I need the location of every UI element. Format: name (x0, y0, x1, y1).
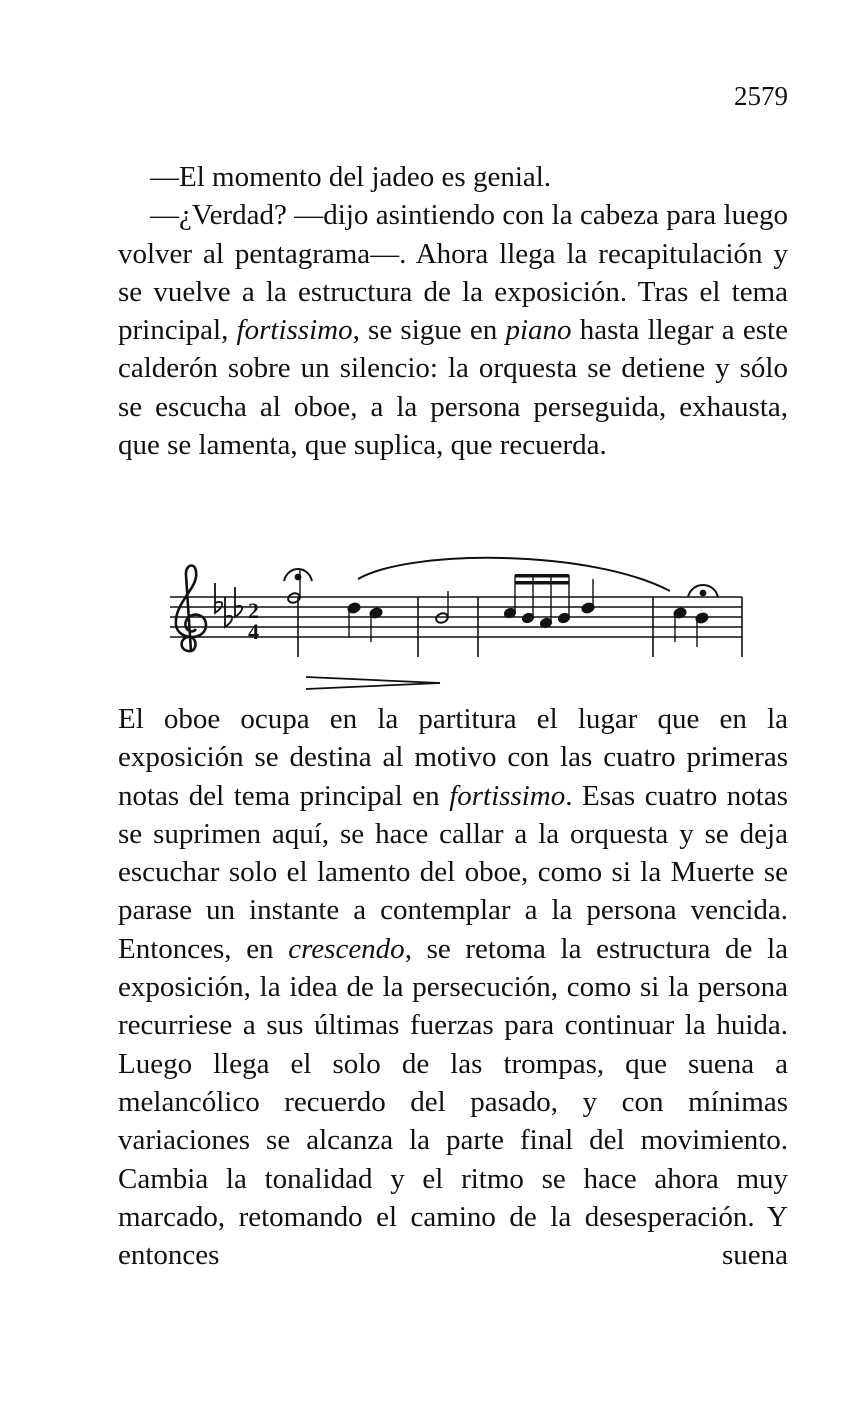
text-span: El oboe ocupa en la partitura el lugar que en la exposición se destina al motivo con las cuatro primeras notas del tema principal en (118, 703, 788, 812)
text-span: —¿Verdad? —dijo asintiendo con la cabeza para luego volver al pentagrama—. Ahora llega la recapitulación y se vuelve a la estructura de la exposición. Tras el tema principal, (118, 199, 788, 347)
paragraph-dialogue-1 (118, 158, 788, 196)
text-block-bottom (118, 700, 788, 1274)
text-span: . Esas cuatro notas se suprimen aquí, se hace callar a la orquesta y se deja escuchar solo el lamento del oboe, como si la Muerte se parase un instante a contemplar a la persona vencida. Entonces, en (118, 779, 788, 965)
text-span: hasta llegar a este calderón sobre un silencio: la orquesta se detiene y sólo se escucha al oboe, a la persona perseguida, exhausta, que se lamenta, que suplica, que recuerda. (118, 314, 788, 462)
italic-term: piano (505, 314, 572, 347)
measure-2-notes (347, 602, 383, 642)
text-span: , se sigue en (352, 314, 506, 347)
time-signature-top: 2 (248, 598, 259, 623)
paragraph-dialogue-2 (118, 196, 788, 464)
text-span: , se retoma la estructura de la exposición, la idea de la persecución, como si la persona recurriese a sus últimas fuerzas para continuar la huida. Luego llega el solo de las trompas, que suena a melancólico recuerdo del pasado, y con mínimas variaciones se alcanza la parte final del movimiento. Cambia la tonalidad y el ritmo se hace ahora muy marcado, retomando el camino de la desesperación. Y entonces suena (118, 932, 788, 1272)
decrescendo-hairpin-icon (306, 677, 440, 689)
measure-4-notes (503, 574, 595, 629)
italic-term: fortissimo (236, 314, 353, 347)
paragraph-main (118, 700, 788, 1274)
note-half (287, 592, 301, 605)
fermata-icon (688, 585, 718, 597)
italic-term: fortissimo (449, 779, 566, 812)
fermata-icon (284, 569, 312, 581)
italic-term: crescendo (288, 932, 405, 965)
musical-score (170, 555, 750, 695)
page-number: 2579 (734, 81, 788, 111)
key-signature-flats (215, 583, 242, 627)
text-span: —El momento del jadeo es genial. (150, 161, 552, 193)
time-signature-bottom: 4 (248, 619, 259, 644)
phrase-slur (358, 558, 670, 591)
treble-clef-icon (176, 566, 206, 652)
text-block-top (118, 158, 788, 464)
